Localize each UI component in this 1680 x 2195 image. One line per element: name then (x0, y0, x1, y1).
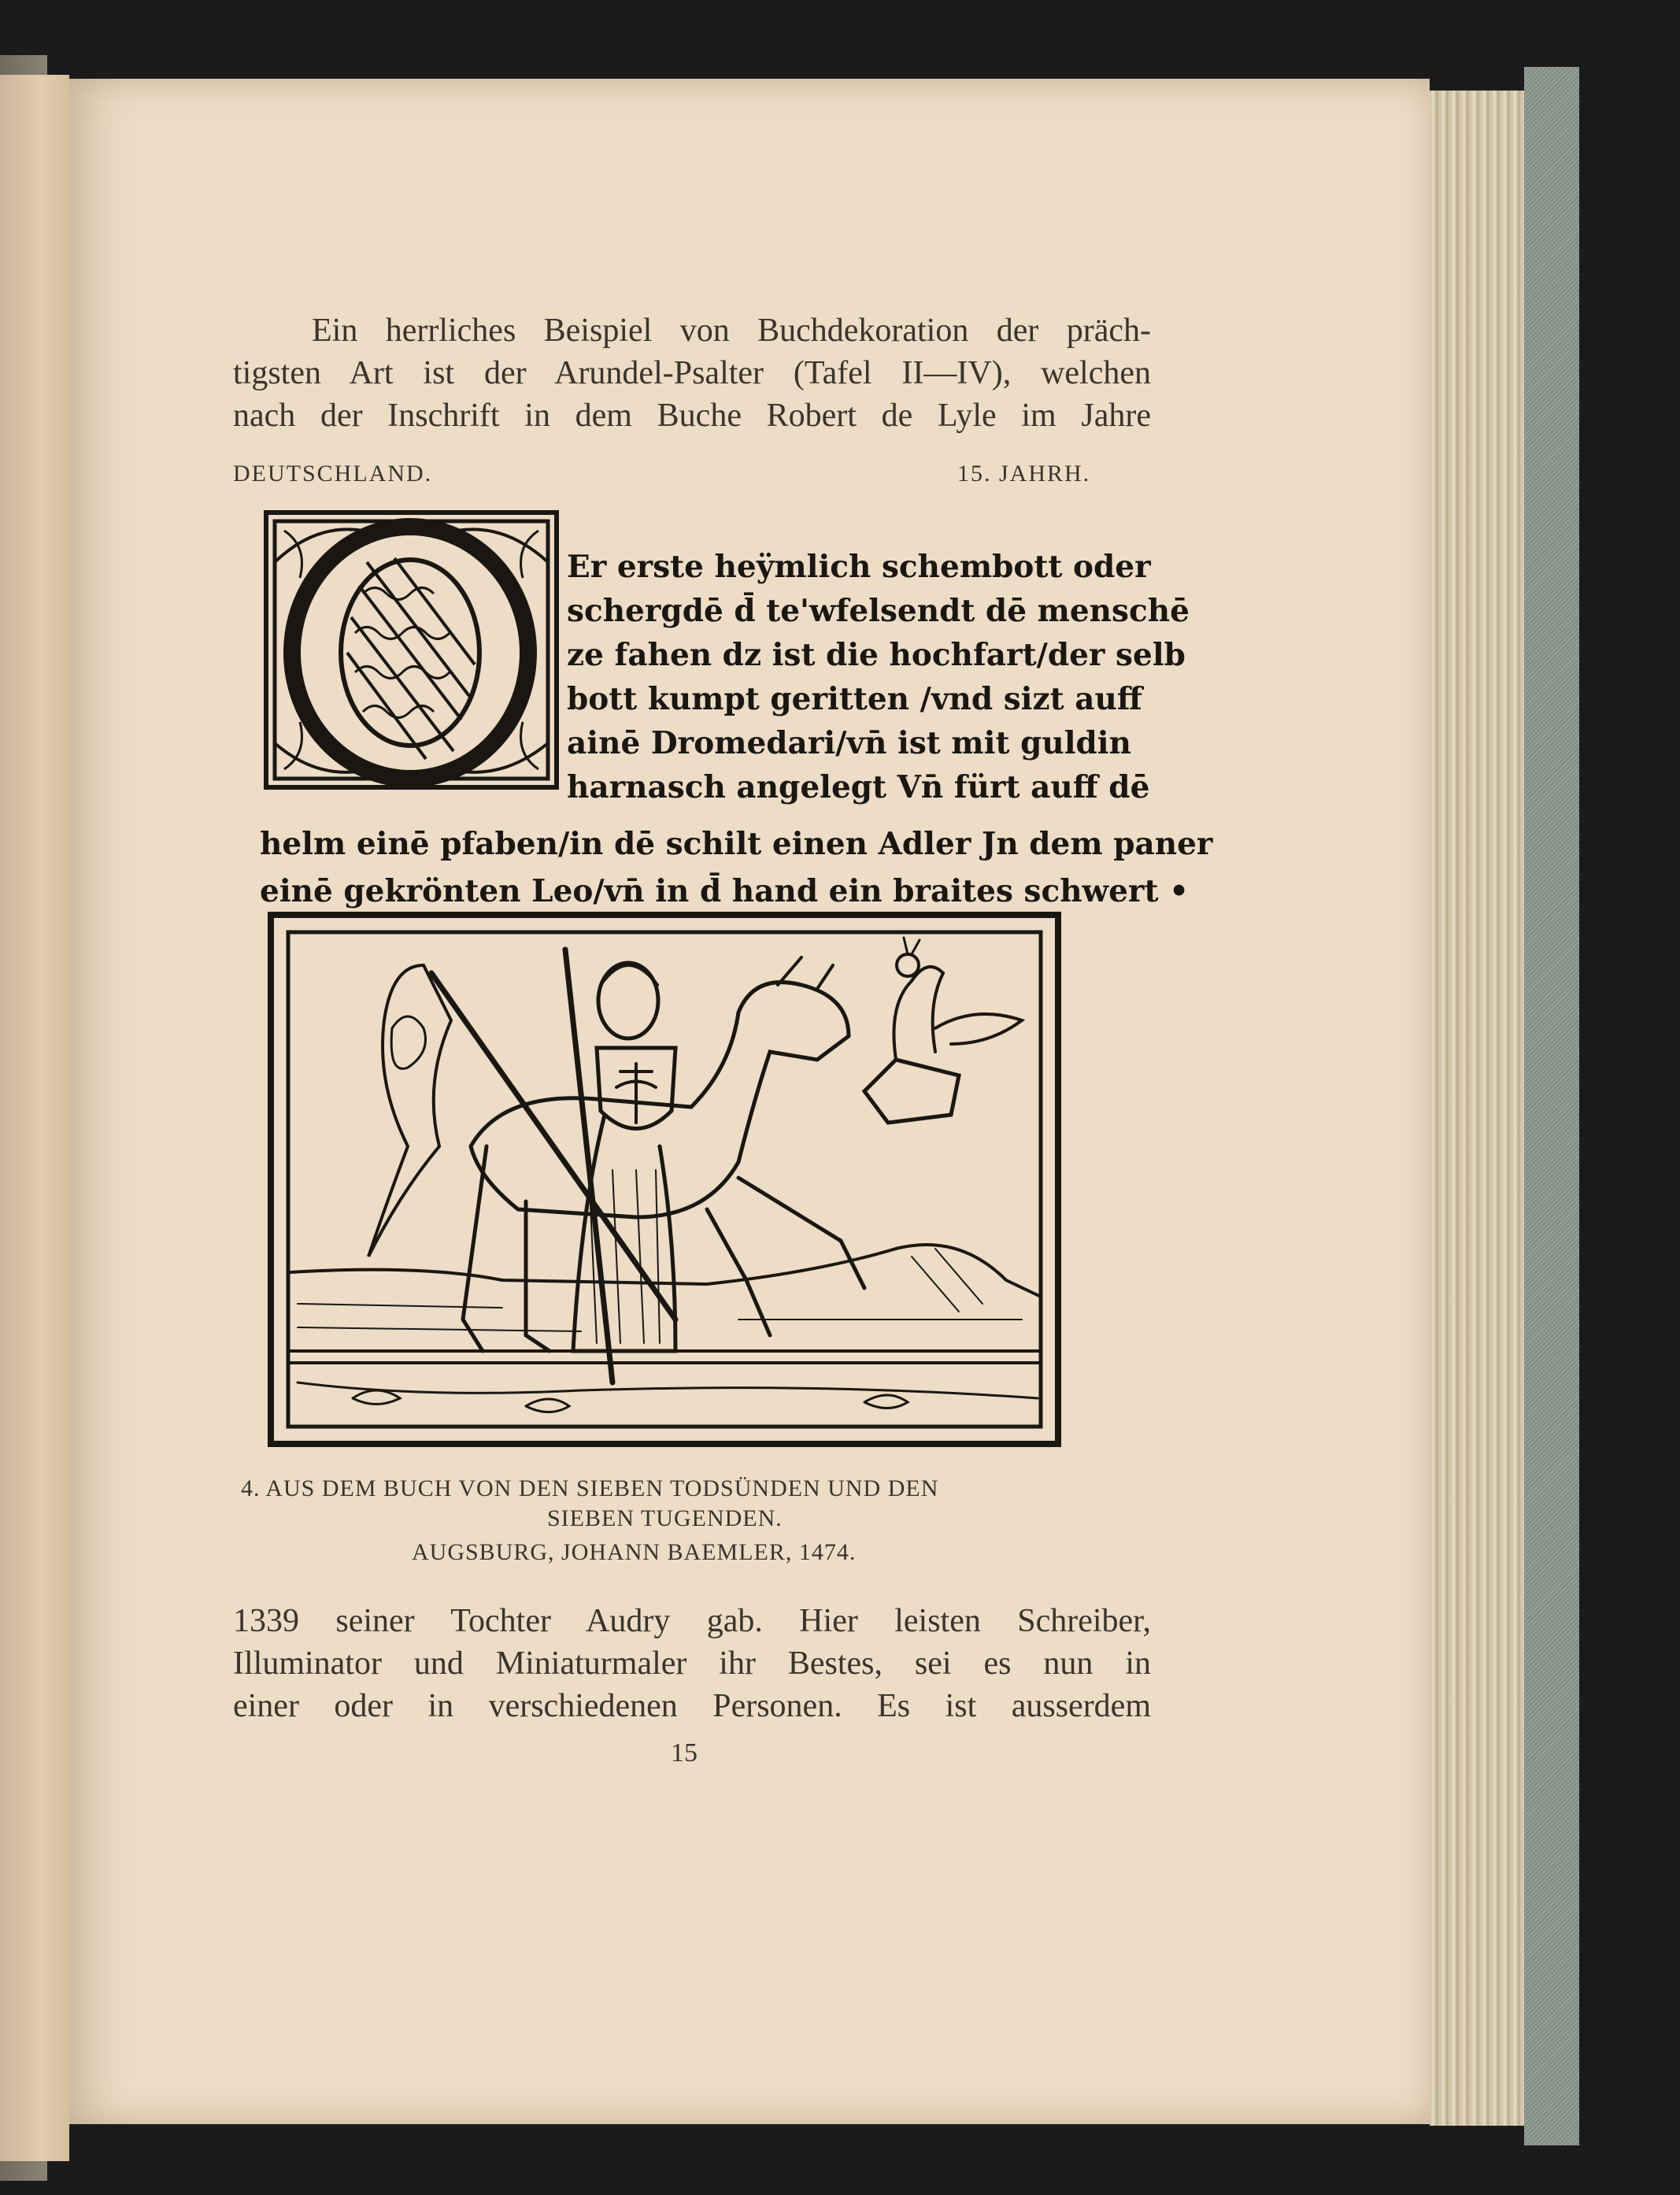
caption-line-2: SIEBEN TUGENDEN. (547, 1505, 783, 1531)
blackletter-line-5: ainē Dromedari/vn̄ ist mit guldin (567, 725, 1131, 761)
caption-line-3: AUGSBURG, JOHANN BAEMLER, 1474. (412, 1539, 857, 1565)
caption-line-1: 4. AUS DEM BUCH VON DEN SIEBEN TODSÜNDEN UND DEN (241, 1475, 939, 1501)
body-bottom-line-3: einer oder in verschiedenen Personen. Es ist ausserdem (233, 1688, 1151, 1724)
body-bottom-line-1: 1339 seiner Tochter Audry gab. Hier leisten Schreiber, (233, 1603, 1151, 1639)
decorated-initial-d (264, 510, 559, 790)
book-cover (1524, 67, 1579, 2145)
blackletter-line-2: schergdē d̄ te'wfelsendt dē menschē (567, 593, 1190, 629)
blackletter-line-1: Er erste heÿmlich schembott oder (567, 549, 1151, 585)
blackletter-line-6: harnasch angelegt Vn̄ fürt auff dē (567, 769, 1150, 805)
body-top-line-2: tigsten Art ist der Arundel-Psalter (Tafel II—IV), welchen (233, 355, 1151, 391)
blackletter-line-7: helm einē pfaben/in dē schilt einen Adler Jn dem paner (260, 826, 1213, 862)
blackletter-line-3: ze fahen dz ist die hochfart/der selb (567, 637, 1186, 673)
page-number: 15 (671, 1738, 698, 1767)
blackletter-line-8: einē gekrönten Leo/vn̄ in d̄ hand ein braites schwert • (260, 873, 1189, 909)
facing-page (0, 75, 69, 2161)
body-top-line-1: Ein herrliches Beispiel von Buchdekoration der präch- (312, 313, 1151, 349)
page-block-edges (1430, 91, 1524, 2126)
woodcut-illustration (266, 910, 1063, 1449)
running-head-right: 15. JAHRH. (957, 461, 1091, 487)
running-head-left: DEUTSCHLAND. (233, 461, 433, 487)
body-bottom-line-2: Illuminator und Miniaturmaler ihr Bestes, sei es nun in (233, 1645, 1151, 1682)
blackletter-line-4: bott kumpt geritten /vnd sizt auff (567, 681, 1142, 717)
body-top-line-3: nach der Inschrift in dem Buche Robert de Lyle im Jahre (233, 398, 1151, 434)
